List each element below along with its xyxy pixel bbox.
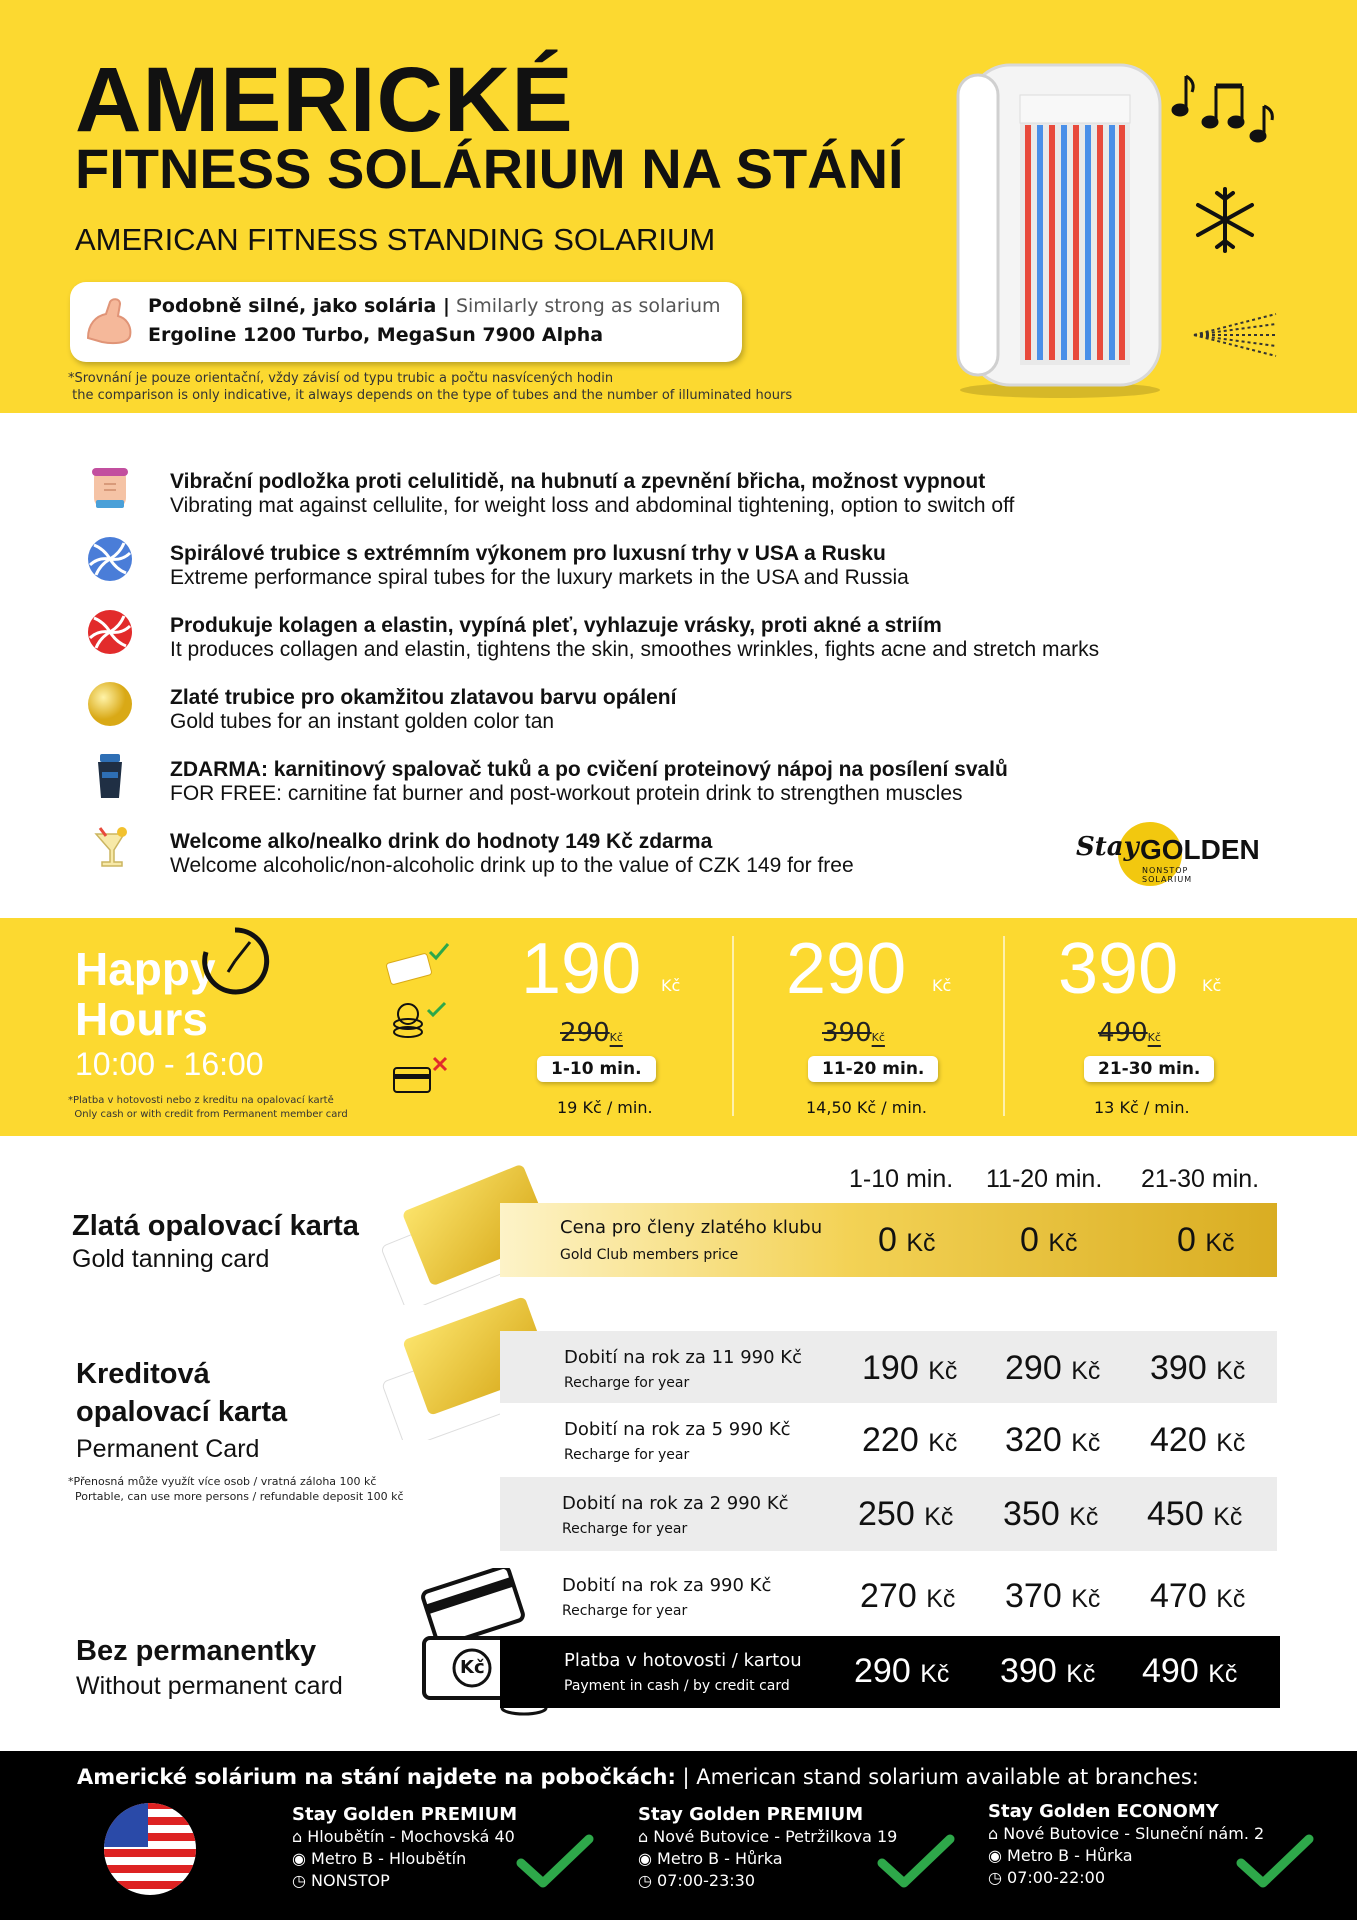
cocktail-icon — [86, 822, 134, 870]
gold-circle-icon — [86, 680, 134, 728]
happy-tier-1: 190 Kč 290Kč 1-10 min. 19 Kč / min. — [521, 929, 681, 1117]
feature-item: Vibrační podložka proti celulitidě, na hubnutí a zpevnění břicha, možnost vypnout Vibrating mat against cellulite, for weight loss and abdominal tightening, option to switch off — [170, 470, 1015, 517]
abdomen-icon — [86, 464, 134, 512]
no-card-title: Bez permanentky — [76, 1635, 317, 1667]
happy-hours-time: 10:00 - 16:00 — [75, 1046, 264, 1082]
branches-heading: Americké solárium na stání najdete na pobočkách: | American stand solarium available at branches: — [77, 1765, 1199, 1789]
credit-card-title: Kreditová opalovací karta — [76, 1358, 288, 1428]
clock-small-icon: ◷ — [638, 1871, 658, 1890]
hero-banner — [0, 0, 1357, 413]
currency-symbol-text: Kč — [460, 1657, 485, 1678]
snowflake-icon — [1190, 185, 1260, 255]
feature-item: Spirálové trubice s extrémním výkonem pro luxusní trhy v USA a Rusku Extreme performance spiral tubes for the luxury markets in the USA and Russia — [170, 542, 909, 589]
divider — [732, 936, 734, 1116]
metro-icon: ◉ — [638, 1849, 658, 1868]
solarium-image — [950, 55, 1170, 400]
credit-price-row: Dobití na rok za 5 990 Kč Recharge for year 220 Kč 320 Kč 420 Kč — [500, 1403, 1277, 1477]
clock-small-icon: ◷ — [988, 1868, 1008, 1887]
green-check-icon — [1235, 1831, 1315, 1891]
red-spiral-icon — [86, 608, 134, 656]
stay-golden-logo: Stay GOLDEN NONSTOP SOLARIUM — [1072, 818, 1232, 893]
gold-card-title: Zlatá opalovací karta — [72, 1210, 359, 1242]
happy-hours-band — [0, 918, 1357, 1136]
branch-item: Stay Golden PREMIUM ⌂ Hloubětín - Mochovská 40 ◉ Metro B - Hloubětín ◷ NONSTOP — [292, 1804, 518, 1890]
branches-footer — [0, 1751, 1357, 1920]
gold-card-subtitle: Gold tanning card — [72, 1245, 270, 1273]
metro-icon: ◉ — [988, 1846, 1008, 1865]
happy-tier-3: 390 Kč 490Kč 21-30 min. 13 Kč / min. — [1058, 929, 1222, 1117]
comparison-box — [70, 282, 742, 362]
card-not-allowed-icon — [390, 1054, 450, 1098]
column-header: 21-30 min. — [1141, 1165, 1260, 1193]
clock-icon — [198, 924, 272, 998]
mist-spray-icon — [1190, 310, 1280, 360]
happy-hours-note: *Platba v hotovosti nebo z kreditu na opalovací kartě Only cash or with credit from Permanent member card — [68, 1095, 348, 1120]
title-line1: AMERICKÉ — [75, 49, 574, 151]
comparison-disclaimer: *Srovnání je pouze orientační, vždy závisí od typu trubic a počtu nasvícených hodin the comparison is only indicative, it always depends on the type of tubes and the number of illuminated hours — [68, 371, 793, 403]
comparison-models: Ergoline 1200 Turbo, MegaSun 7900 Alpha — [148, 324, 604, 346]
comparison-line1: Podobně silné, jako solária | Similarly strong as solarium — [148, 295, 721, 317]
credit-price-row: Dobití na rok za 2 990 Kč Recharge for year 250 Kč 350 Kč 450 Kč — [500, 1477, 1277, 1551]
feature-item: ZDARMA: karnitinový spalovač tuků a po cvičení proteinový nápoj na posílení svalů FOR FREE: carnitine fat burner and post-workout protein drink to strengthen muscles — [170, 758, 1008, 805]
metro-icon: ◉ — [292, 1849, 312, 1868]
title-english: AMERICAN FITNESS STANDING SOLARIUM — [75, 222, 716, 257]
feature-item: Welcome alko/nealko drink do hodnoty 149 Kč zdarma Welcome alcoholic/non-alcoholic drink up to the value of CZK 149 for free — [170, 830, 854, 877]
happy-hours-title: Happy Hours — [75, 943, 216, 1045]
shaker-icon — [86, 752, 134, 800]
branch-item: Stay Golden PREMIUM ⌂ Nové Butovice - Petržilkova 19 ◉ Metro B - Hůrka ◷ 07:00-23:30 — [638, 1804, 898, 1890]
green-check-icon — [515, 1831, 595, 1891]
column-header: 1-10 min. — [849, 1165, 954, 1193]
divider — [1003, 936, 1005, 1116]
clock-small-icon: ◷ — [292, 1871, 312, 1890]
gold-price-row: Cena pro členy zlatého klubu Gold Club members price 0 Kč 0 Kč 0 Kč — [500, 1203, 1277, 1277]
home-icon: ⌂ — [638, 1827, 654, 1846]
feature-item: Produkuje kolagen a elastin, vypíná pleť, vyhlazuje vrásky, proti akné a striím It produces collagen and elastin, tightens the skin, smoothes wrinkles, fights acne and stretch marks — [170, 614, 1100, 661]
usa-flag-icon — [102, 1801, 198, 1897]
credit-card-subtitle: Permanent Card — [76, 1435, 260, 1463]
branch-item: Stay Golden ECONOMY ⌂ Nové Butovice - Sluneční nám. 2 ◉ Metro B - Hůrka ◷ 07:00-22:00 — [988, 1801, 1265, 1887]
cash-allowed-icon — [390, 1000, 450, 1042]
credit-card-note: *Přenosná může využít více osob / vratná záloha 100 kč Portable, can use more persons / refundable deposit 100 kč — [68, 1475, 404, 1503]
blue-spiral-icon — [86, 535, 134, 583]
no-card-subtitle: Without permanent card — [76, 1672, 343, 1700]
music-notes-icon — [1170, 70, 1280, 150]
card-allowed-icon — [384, 940, 454, 988]
no-card-price-row: Platba v hotovosti / kartou Payment in cash / by credit card 290 Kč 390 Kč 490 Kč — [500, 1636, 1280, 1708]
title-line2: FITNESS SOLÁRIUM NA STÁNÍ — [75, 137, 904, 200]
happy-tier-2: 290 Kč 390Kč 11-20 min. 14,50 Kč / min. — [786, 929, 952, 1117]
feature-item: Zlaté trubice pro okamžitou zlatavou barvu opálení Gold tubes for an instant golden color tan — [170, 686, 677, 733]
credit-price-row: Dobití na rok za 11 990 Kč Recharge for year 190 Kč 290 Kč 390 Kč — [500, 1331, 1277, 1405]
home-icon: ⌂ — [988, 1824, 1004, 1843]
home-icon: ⌂ — [292, 1827, 308, 1846]
green-check-icon — [876, 1831, 956, 1891]
credit-price-row: Dobití na rok za 990 Kč Recharge for year 270 Kč 370 Kč 470 Kč — [500, 1559, 1277, 1633]
column-header: 11-20 min. — [986, 1165, 1103, 1193]
flexed-arm-icon — [82, 294, 136, 348]
